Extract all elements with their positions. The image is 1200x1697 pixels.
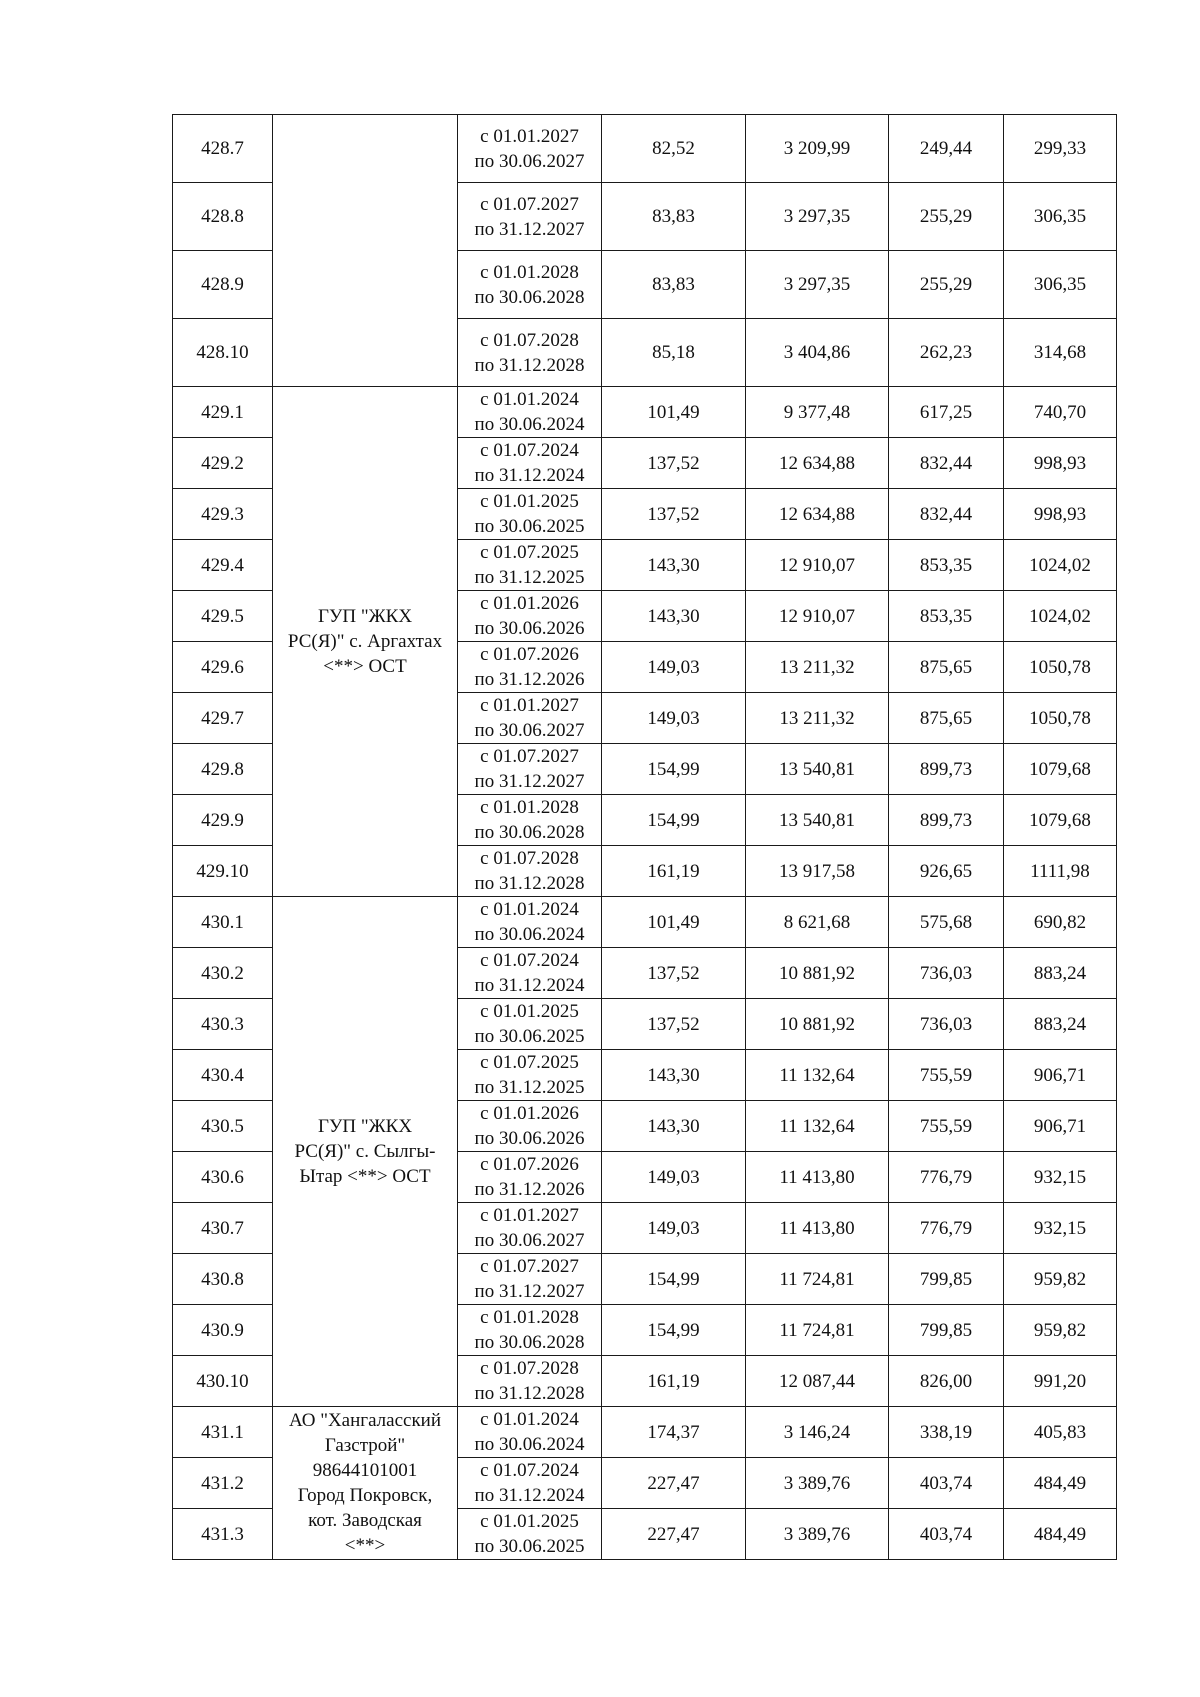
value-cell-2: 8 621,68 <box>746 897 889 948</box>
organization-line: <**> ОСТ <box>323 656 407 677</box>
period-from: с 01.07.2025 <box>480 1052 579 1073</box>
period-from: с 01.01.2028 <box>480 797 579 818</box>
period-to: по 31.12.2025 <box>474 1077 585 1098</box>
period-to: по 31.12.2028 <box>474 873 585 894</box>
value-cell-1: 83,83 <box>602 183 746 251</box>
value-cell-4: 1050,78 <box>1004 693 1117 744</box>
period-to: по 30.06.2026 <box>474 618 585 639</box>
value-cell-2: 13 540,81 <box>746 795 889 846</box>
value-cell-1: 143,30 <box>602 591 746 642</box>
value-cell-1: 174,37 <box>602 1407 746 1458</box>
value-cell-2: 11 724,81 <box>746 1254 889 1305</box>
period-to: по 31.12.2025 <box>474 567 585 588</box>
value-cell-3: 575,68 <box>889 897 1004 948</box>
organization-cell <box>273 115 458 387</box>
value-cell-4: 906,71 <box>1004 1101 1117 1152</box>
value-cell-2: 11 724,81 <box>746 1305 889 1356</box>
period-from: с 01.01.2028 <box>480 261 579 283</box>
value-cell-3: 255,29 <box>889 183 1004 251</box>
period-from: с 01.07.2027 <box>480 746 579 767</box>
period-cell <box>458 387 602 438</box>
row-number-cell: 430.6 <box>173 1152 273 1203</box>
value-cell-4: 484,49 <box>1004 1509 1117 1560</box>
value-cell-2: 12 910,07 <box>746 591 889 642</box>
row-number-cell: 429.5 <box>173 591 273 642</box>
value-cell-4: 883,24 <box>1004 948 1117 999</box>
value-cell-4: 740,70 <box>1004 387 1117 438</box>
period-from: с 01.07.2026 <box>480 644 579 665</box>
row-number-cell: 430.5 <box>173 1101 273 1152</box>
value-cell-4: 690,82 <box>1004 897 1117 948</box>
value-cell-1: 149,03 <box>602 1152 746 1203</box>
value-cell-1: 137,52 <box>602 489 746 540</box>
organization-line: РС(Я)" с. Аргахтах <box>287 631 443 652</box>
period-to: по 30.06.2027 <box>474 150 585 172</box>
organization-line: Ытар <**> ОСТ <box>299 1166 431 1187</box>
organization-line: ГУП "ЖКХ <box>317 1116 413 1137</box>
period-to: по 30.06.2027 <box>474 1230 585 1251</box>
row-number-cell: 428.8 <box>173 183 273 251</box>
value-cell-2: 13 211,32 <box>746 693 889 744</box>
value-cell-1: 101,49 <box>602 897 746 948</box>
period-from: с 01.07.2024 <box>480 1460 579 1481</box>
period-cell <box>458 319 602 387</box>
period-to: по 30.06.2027 <box>474 720 585 741</box>
value-cell-2: 13 917,58 <box>746 846 889 897</box>
value-cell-1: 83,83 <box>602 251 746 319</box>
value-cell-4: 959,82 <box>1004 1254 1117 1305</box>
period-from: с 01.07.2026 <box>480 1154 579 1175</box>
row-number-cell: 429.4 <box>173 540 273 591</box>
row-number-cell: 428.9 <box>173 251 273 319</box>
row-number-cell: 428.7 <box>173 115 273 183</box>
value-cell-1: 161,19 <box>602 846 746 897</box>
row-number-cell: 431.2 <box>173 1458 273 1509</box>
period-cell <box>458 1407 602 1458</box>
organization-line: Газстрой" <box>324 1435 406 1456</box>
value-cell-3: 403,74 <box>889 1509 1004 1560</box>
period-to: по 31.12.2027 <box>474 771 585 792</box>
period-from: с 01.01.2025 <box>480 1001 579 1022</box>
period-to: по 30.06.2024 <box>474 1434 585 1455</box>
value-cell-3: 899,73 <box>889 795 1004 846</box>
value-cell-2: 3 146,24 <box>746 1407 889 1458</box>
value-cell-2: 12 634,88 <box>746 489 889 540</box>
value-cell-3: 255,29 <box>889 251 1004 319</box>
period-to: по 30.06.2025 <box>474 516 585 537</box>
row-number-cell: 429.1 <box>173 387 273 438</box>
period-cell <box>458 489 602 540</box>
value-cell-1: 137,52 <box>602 948 746 999</box>
period-from: с 01.01.2026 <box>480 1103 579 1124</box>
value-cell-1: 154,99 <box>602 795 746 846</box>
value-cell-4: 932,15 <box>1004 1152 1117 1203</box>
table-row <box>173 1407 1117 1458</box>
period-to: по 30.06.2028 <box>474 822 585 843</box>
row-number-cell: 429.9 <box>173 795 273 846</box>
row-number-cell: 430.3 <box>173 999 273 1050</box>
value-cell-2: 3 297,35 <box>746 251 889 319</box>
value-cell-3: 799,85 <box>889 1254 1004 1305</box>
period-cell <box>458 1356 602 1407</box>
value-cell-2: 10 881,92 <box>746 999 889 1050</box>
period-cell <box>458 948 602 999</box>
value-cell-2: 3 404,86 <box>746 319 889 387</box>
period-cell <box>458 1458 602 1509</box>
value-cell-1: 227,47 <box>602 1458 746 1509</box>
period-to: по 30.06.2028 <box>474 1332 585 1353</box>
organization-line: Город Покровск, <box>297 1485 433 1506</box>
organization-cell <box>273 387 458 897</box>
value-cell-3: 403,74 <box>889 1458 1004 1509</box>
value-cell-4: 998,93 <box>1004 438 1117 489</box>
period-to: по 31.12.2026 <box>474 669 585 690</box>
value-cell-3: 832,44 <box>889 489 1004 540</box>
row-number-cell: 429.8 <box>173 744 273 795</box>
value-cell-3: 832,44 <box>889 438 1004 489</box>
row-number-cell: 429.3 <box>173 489 273 540</box>
tariff-table <box>172 114 1117 1560</box>
value-cell-4: 484,49 <box>1004 1458 1117 1509</box>
row-number-cell: 430.2 <box>173 948 273 999</box>
value-cell-3: 926,65 <box>889 846 1004 897</box>
period-to: по 31.12.2028 <box>474 1383 585 1404</box>
period-to: по 31.12.2024 <box>474 1485 585 1506</box>
organization-line: кот. Заводская <box>308 1510 422 1531</box>
period-cell <box>458 183 602 251</box>
value-cell-2: 11 413,80 <box>746 1203 889 1254</box>
organization-line: <**> <box>344 1535 386 1556</box>
period-cell <box>458 795 602 846</box>
period-cell <box>458 846 602 897</box>
period-to: по 30.06.2024 <box>474 414 585 435</box>
period-cell <box>458 744 602 795</box>
period-to: по 30.06.2026 <box>474 1128 585 1149</box>
value-cell-3: 776,79 <box>889 1203 1004 1254</box>
value-cell-2: 3 209,99 <box>746 115 889 183</box>
value-cell-1: 154,99 <box>602 744 746 795</box>
value-cell-1: 143,30 <box>602 540 746 591</box>
period-cell <box>458 115 602 183</box>
value-cell-2: 3 389,76 <box>746 1458 889 1509</box>
period-cell <box>458 999 602 1050</box>
value-cell-4: 306,35 <box>1004 183 1117 251</box>
value-cell-3: 617,25 <box>889 387 1004 438</box>
period-from: с 01.01.2025 <box>480 1511 579 1532</box>
period-from: с 01.01.2027 <box>480 1205 579 1226</box>
value-cell-2: 11 413,80 <box>746 1152 889 1203</box>
value-cell-4: 1024,02 <box>1004 540 1117 591</box>
value-cell-1: 143,30 <box>602 1050 746 1101</box>
value-cell-4: 1111,98 <box>1004 846 1117 897</box>
value-cell-1: 154,99 <box>602 1305 746 1356</box>
organization-line: 98644101001 <box>312 1460 418 1481</box>
value-cell-1: 82,52 <box>602 115 746 183</box>
organization-cell <box>273 1407 458 1560</box>
organization-line: АО "Хангаласский <box>288 1410 442 1431</box>
row-number-cell: 431.1 <box>173 1407 273 1458</box>
value-cell-4: 405,83 <box>1004 1407 1117 1458</box>
tariff-table-body <box>173 115 1117 1560</box>
period-cell <box>458 1101 602 1152</box>
value-cell-1: 149,03 <box>602 1203 746 1254</box>
period-from: с 01.01.2028 <box>480 1307 579 1328</box>
value-cell-3: 799,85 <box>889 1305 1004 1356</box>
value-cell-3: 899,73 <box>889 744 1004 795</box>
row-number-cell: 428.10 <box>173 319 273 387</box>
table-row <box>173 897 1117 948</box>
period-from: с 01.01.2024 <box>480 1409 579 1430</box>
table-row <box>173 387 1117 438</box>
period-cell <box>458 1203 602 1254</box>
value-cell-1: 149,03 <box>602 642 746 693</box>
value-cell-4: 883,24 <box>1004 999 1117 1050</box>
value-cell-3: 826,00 <box>889 1356 1004 1407</box>
period-to: по 31.12.2027 <box>474 1281 585 1302</box>
period-to: по 30.06.2025 <box>474 1536 585 1557</box>
value-cell-4: 932,15 <box>1004 1203 1117 1254</box>
period-from: с 01.07.2024 <box>480 440 579 461</box>
period-from: с 01.01.2026 <box>480 593 579 614</box>
period-to: по 31.12.2028 <box>474 354 585 376</box>
period-cell <box>458 251 602 319</box>
value-cell-3: 338,19 <box>889 1407 1004 1458</box>
row-number-cell: 429.2 <box>173 438 273 489</box>
period-cell <box>458 1305 602 1356</box>
row-number-cell: 429.6 <box>173 642 273 693</box>
organization-line: РС(Я)" с. Сылгы- <box>294 1141 436 1162</box>
row-number-cell: 430.1 <box>173 897 273 948</box>
value-cell-3: 249,44 <box>889 115 1004 183</box>
period-from: с 01.07.2028 <box>480 1358 579 1379</box>
row-number-cell: 429.10 <box>173 846 273 897</box>
value-cell-3: 736,03 <box>889 999 1004 1050</box>
row-number-cell: 431.3 <box>173 1509 273 1560</box>
period-cell <box>458 591 602 642</box>
value-cell-3: 853,35 <box>889 591 1004 642</box>
period-cell <box>458 1254 602 1305</box>
value-cell-4: 1079,68 <box>1004 744 1117 795</box>
period-from: с 01.01.2025 <box>480 491 579 512</box>
period-from: с 01.07.2024 <box>480 950 579 971</box>
value-cell-4: 906,71 <box>1004 1050 1117 1101</box>
value-cell-2: 11 132,64 <box>746 1101 889 1152</box>
period-cell <box>458 438 602 489</box>
row-number-cell: 430.7 <box>173 1203 273 1254</box>
row-number-cell: 430.9 <box>173 1305 273 1356</box>
period-from: с 01.07.2028 <box>480 329 579 351</box>
value-cell-3: 875,65 <box>889 693 1004 744</box>
period-to: по 31.12.2024 <box>474 465 585 486</box>
value-cell-2: 11 132,64 <box>746 1050 889 1101</box>
period-cell <box>458 540 602 591</box>
value-cell-2: 10 881,92 <box>746 948 889 999</box>
period-from: с 01.07.2028 <box>480 848 579 869</box>
period-cell <box>458 642 602 693</box>
period-from: с 01.07.2027 <box>480 1256 579 1277</box>
table-row <box>173 115 1117 183</box>
value-cell-1: 143,30 <box>602 1101 746 1152</box>
period-cell <box>458 693 602 744</box>
period-to: по 31.12.2027 <box>474 218 585 240</box>
value-cell-4: 1079,68 <box>1004 795 1117 846</box>
value-cell-3: 853,35 <box>889 540 1004 591</box>
period-from: с 01.01.2027 <box>480 695 579 716</box>
value-cell-4: 1050,78 <box>1004 642 1117 693</box>
value-cell-2: 12 087,44 <box>746 1356 889 1407</box>
value-cell-4: 959,82 <box>1004 1305 1117 1356</box>
value-cell-4: 1024,02 <box>1004 591 1117 642</box>
row-number-cell: 429.7 <box>173 693 273 744</box>
period-from: с 01.01.2024 <box>480 389 579 410</box>
row-number-cell: 430.10 <box>173 1356 273 1407</box>
period-to: по 30.06.2024 <box>474 924 585 945</box>
value-cell-1: 149,03 <box>602 693 746 744</box>
value-cell-4: 314,68 <box>1004 319 1117 387</box>
value-cell-3: 262,23 <box>889 319 1004 387</box>
period-cell <box>458 897 602 948</box>
value-cell-3: 755,59 <box>889 1050 1004 1101</box>
value-cell-1: 227,47 <box>602 1509 746 1560</box>
period-from: с 01.01.2024 <box>480 899 579 920</box>
period-cell <box>458 1152 602 1203</box>
period-from: с 01.07.2025 <box>480 542 579 563</box>
value-cell-2: 12 910,07 <box>746 540 889 591</box>
value-cell-1: 101,49 <box>602 387 746 438</box>
value-cell-2: 3 297,35 <box>746 183 889 251</box>
value-cell-4: 998,93 <box>1004 489 1117 540</box>
period-cell <box>458 1050 602 1101</box>
value-cell-3: 755,59 <box>889 1101 1004 1152</box>
period-cell <box>458 1509 602 1560</box>
value-cell-3: 776,79 <box>889 1152 1004 1203</box>
value-cell-4: 991,20 <box>1004 1356 1117 1407</box>
value-cell-3: 736,03 <box>889 948 1004 999</box>
period-to: по 30.06.2025 <box>474 1026 585 1047</box>
row-number-cell: 430.4 <box>173 1050 273 1101</box>
value-cell-2: 3 389,76 <box>746 1509 889 1560</box>
value-cell-3: 875,65 <box>889 642 1004 693</box>
value-cell-1: 85,18 <box>602 319 746 387</box>
value-cell-1: 161,19 <box>602 1356 746 1407</box>
period-to: по 31.12.2024 <box>474 975 585 996</box>
period-from: с 01.07.2027 <box>480 193 579 215</box>
value-cell-2: 13 211,32 <box>746 642 889 693</box>
organization-cell <box>273 897 458 1407</box>
value-cell-1: 137,52 <box>602 438 746 489</box>
value-cell-4: 299,33 <box>1004 115 1117 183</box>
period-to: по 30.06.2028 <box>474 286 585 308</box>
organization-line: ГУП "ЖКХ <box>317 606 413 627</box>
row-number-cell: 430.8 <box>173 1254 273 1305</box>
value-cell-2: 12 634,88 <box>746 438 889 489</box>
value-cell-2: 13 540,81 <box>746 744 889 795</box>
value-cell-4: 306,35 <box>1004 251 1117 319</box>
period-to: по 31.12.2026 <box>474 1179 585 1200</box>
period-from: с 01.01.2027 <box>480 125 579 147</box>
value-cell-1: 154,99 <box>602 1254 746 1305</box>
value-cell-2: 9 377,48 <box>746 387 889 438</box>
value-cell-1: 137,52 <box>602 999 746 1050</box>
